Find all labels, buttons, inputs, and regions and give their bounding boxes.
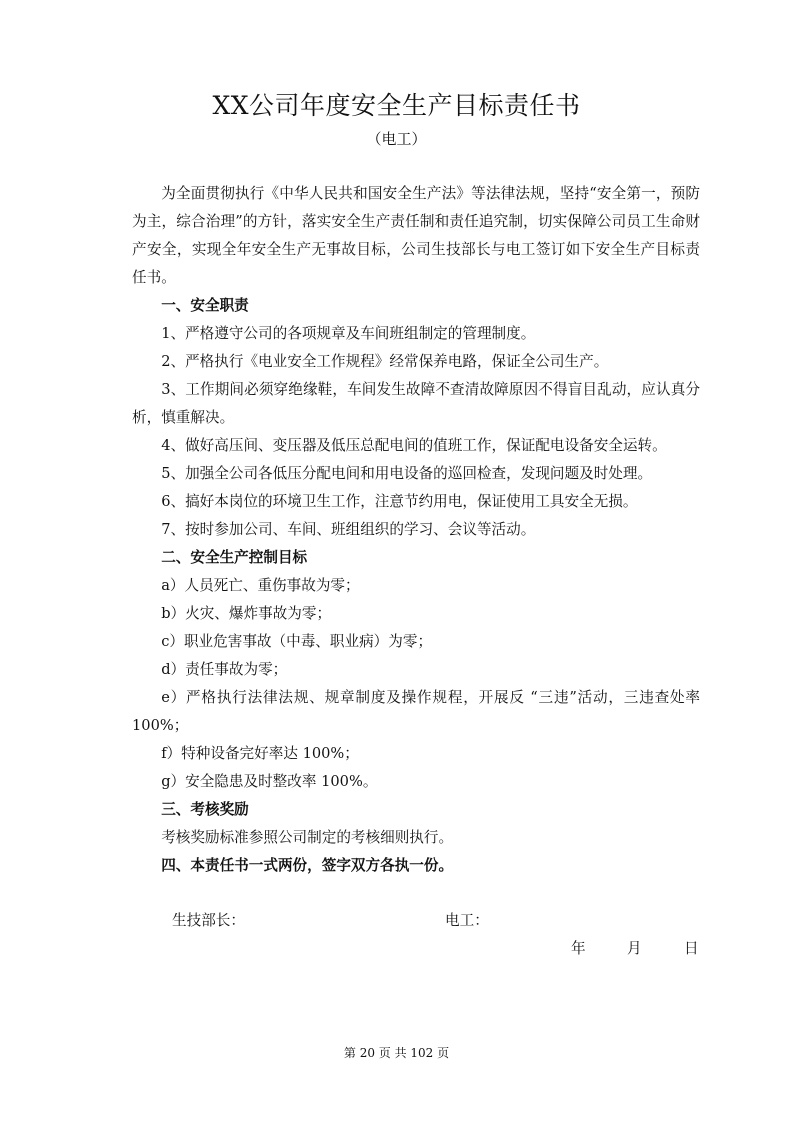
document-title: XX公司年度安全生产目标责任书: [212, 91, 581, 120]
signature-row: [0, 907, 793, 935]
target-item: b）火灾、爆炸事故为零；: [161, 605, 332, 622]
duty-item: 1、严格遵守公司的各项规章及车间班组制定的管理制度。: [161, 325, 536, 342]
target-item: g）安全隐患及时整改率 100%。: [161, 773, 378, 790]
target-item: f）特种设备完好率达 100%；: [161, 745, 359, 762]
section-heading-assessment: 三、考核奖励: [161, 801, 249, 818]
section-heading-duties: 一、安全职责: [161, 297, 249, 314]
document-body: [132, 180, 700, 880]
target-item: e）严格执行法律法规、规章制度及操作规程，开展反 “三违”活动，三违查处率 100%；: [132, 689, 700, 734]
duty-item: 7、按时参加公司、车间、班组组织的学习、会议等活动。: [161, 521, 536, 538]
duty-item: 5、加强全公司各低压分配电间和用电设备的巡回检查，发现问题及时处理。: [161, 465, 653, 482]
date-month-label: 月: [627, 940, 642, 957]
duty-item: 6、搞好本岗位的环境卫生工作，注意节约用电，保证使用工具安全无损。: [161, 493, 638, 510]
section-heading-targets: 二、安全生产控制目标: [161, 549, 308, 566]
date-row: [0, 935, 793, 963]
intro-paragraph: 为全面贯彻执行《中华人民共和国安全生产法》等法律法规，坚持“安全第一，预防为主，综合治理”的方针，落实安全生产责任制和责任追究制，切实保障公司员工生命财产安全，实现全年安全生产无事故目标，公司生技部长与电工签订如下安全生产目标责任书。: [132, 185, 700, 286]
signature-label-dept-head: 生技部长：: [172, 912, 245, 929]
duty-item: 2、严格执行《电业安全工作规程》经常保养电路，保证全公司生产。: [161, 353, 609, 370]
section-heading-copies: 四、本责任书一式两份，签字双方各执一份。: [161, 857, 454, 874]
page-footer: 第 20 页 共 102 页: [343, 1046, 450, 1060]
document-subtitle: （电工）: [366, 130, 427, 148]
date-day-label: 日: [684, 940, 699, 957]
target-item: c）职业危害事故（中毒、职业病）为零；: [161, 633, 433, 650]
target-item: d）责任事故为零；: [161, 661, 288, 678]
assessment-text: 考核奖励标准参照公司制定的考核细则执行。: [161, 829, 454, 846]
signature-label-electrician: 电工：: [445, 912, 489, 929]
duty-item: 3、工作期间必须穿绝缘鞋，车间发生故障不查清故障原因不得盲目乱动，应认真分析，慎重解决。: [132, 381, 700, 426]
duty-item: 4、做好高压间、变压器及低压总配电间的值班工作，保证配电设备安全运转。: [161, 437, 667, 454]
date-year-label: 年: [571, 940, 586, 957]
target-item: a）人员死亡、重伤事故为零；: [161, 577, 360, 594]
